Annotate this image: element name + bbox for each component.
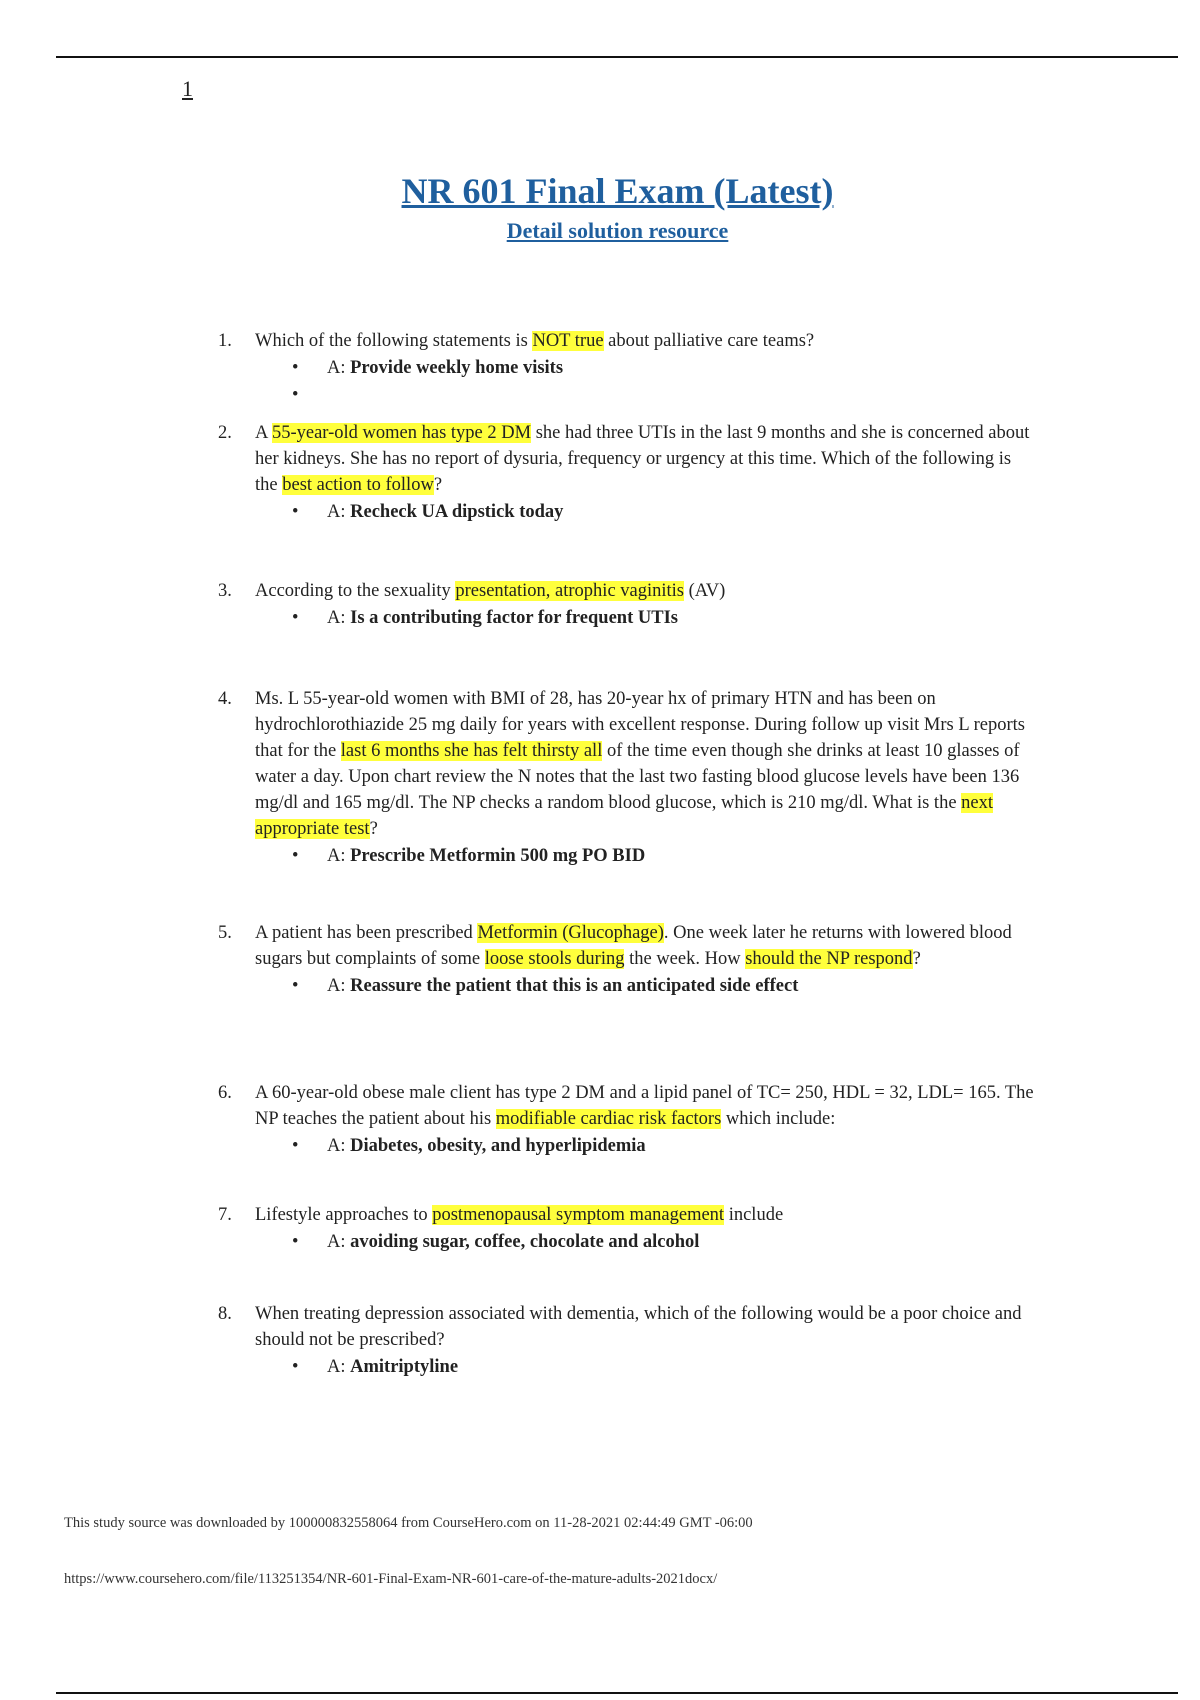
answer-text: Amitriptyline — [350, 1357, 459, 1377]
question-5 — [218, 920, 1036, 999]
question-text-segment: about palliative care teams? — [603, 331, 815, 351]
answer-prefix: A: — [327, 1136, 351, 1156]
question-text-segment: the week. How — [624, 949, 746, 969]
highlighted-text: Metformin (Glucophage) — [477, 923, 664, 943]
question-text-segment: . One week later he returns with lowered blood sugars but complaints of some — [255, 923, 1012, 969]
answer-item — [292, 355, 1036, 381]
bullet-icon: • — [292, 1357, 299, 1377]
highlighted-text: next appropriate test — [255, 793, 994, 839]
question-text — [255, 920, 1036, 972]
answer-prefix: A: — [327, 502, 351, 522]
question-text-segment: A — [255, 423, 272, 443]
highlighted-text: should the NP respond — [745, 949, 913, 969]
empty-answer-item — [292, 382, 1036, 408]
question-number: 4. — [218, 689, 232, 709]
answer-item — [292, 1133, 1036, 1159]
answer-item — [292, 605, 1036, 631]
question-text-segment: Lifestyle approaches to — [255, 1205, 433, 1225]
answer-text: Prescribe Metformin 500 mg PO BID — [350, 846, 646, 866]
bullet-icon: • — [292, 608, 299, 628]
question-number: 6. — [218, 1083, 232, 1103]
answer-prefix: A: — [327, 1357, 351, 1377]
question-text — [255, 686, 1036, 842]
question-text-segment: of the time even though she drinks at least 10 glasses of water a day. Upon chart review the N notes that the last two fasting blood glucose levels have been 136 mg/dl and 165 mg/dl. The NP checks a random blood glucose, which is 210 mg/dl. What is the — [255, 741, 1020, 813]
bullet-icon: • — [292, 358, 299, 378]
answer-text: Is a contributing factor for frequent UTIs — [350, 608, 678, 628]
bullet-icon: • — [292, 846, 299, 866]
question-number: 8. — [218, 1304, 232, 1324]
highlighted-text: NOT true — [532, 331, 604, 351]
page-number: 1 — [182, 76, 193, 101]
answer-item — [292, 499, 1036, 525]
answer-item — [292, 973, 1036, 999]
answer-prefix: A: — [327, 1232, 351, 1252]
answer-prefix: A: — [327, 358, 351, 378]
question-text — [255, 1202, 1036, 1228]
answer-text: Reassure the patient that this is an anticipated side effect — [350, 976, 799, 996]
highlighted-text: loose stools during — [484, 949, 625, 969]
answer-prefix: A: — [327, 608, 351, 628]
question-number: 5. — [218, 923, 232, 943]
answer-prefix: A: — [327, 976, 351, 996]
question-text-segment: she had three UTIs in the last 9 months and she is concerned about her kidneys. She has no report of dysuria, frequency or urgency at this time. Which of the following is the — [255, 423, 1030, 495]
answer-prefix: A: — [327, 846, 351, 866]
highlighted-text: best action to follow — [282, 475, 434, 495]
answer-item — [292, 843, 1036, 869]
question-6 — [218, 1080, 1036, 1159]
question-text-segment: (AV) — [684, 581, 726, 601]
question-text-segment: According to the sexuality — [255, 581, 456, 601]
bullet-icon: • — [292, 1232, 299, 1252]
answer-item — [292, 1354, 1036, 1380]
answer-item — [292, 1229, 1036, 1255]
question-1 — [218, 328, 1036, 408]
source-url: https://www.coursehero.com/file/113251354/NR-601-Final-Exam-NR-601-care-of-the-mature-adults-2021docx/ — [64, 1571, 718, 1587]
bullet-icon: • — [292, 976, 299, 996]
question-text — [255, 420, 1036, 498]
question-text — [255, 1301, 1036, 1353]
bullet-icon: • — [292, 502, 299, 522]
top-rule — [56, 56, 1178, 58]
question-4 — [218, 686, 1036, 869]
question-text-segment: ? — [912, 949, 921, 969]
question-number: 2. — [218, 423, 232, 443]
question-3 — [218, 578, 1036, 631]
answer-text: Provide weekly home visits — [350, 358, 564, 378]
question-number: 1. — [218, 331, 232, 351]
question-text-segment: ? — [369, 819, 378, 839]
answer-text: avoiding sugar, coffee, chocolate and alcohol — [350, 1232, 700, 1252]
bottom-rule — [56, 1692, 1178, 1694]
question-number: 3. — [218, 581, 232, 601]
question-text-segment: which include: — [721, 1109, 836, 1129]
question-text-segment: include — [724, 1205, 784, 1225]
highlighted-text: 55-year-old women has type 2 DM — [271, 423, 532, 443]
highlighted-text: postmenopausal symptom management — [432, 1205, 725, 1225]
question-text-segment: ? — [433, 475, 443, 495]
question-text-segment: Ms. L 55-year-old women with BMI of 28, has 20-year hx of primary HTN and has been on hydrochlorothiazide 25 mg daily for years with excellent response. During follow up visit Mrs L reports that for the — [255, 689, 1025, 761]
highlighted-text: modifiable cardiac risk factors — [495, 1109, 722, 1129]
question-2 — [218, 420, 1036, 525]
highlighted-text: presentation, atrophic vaginitis — [455, 581, 684, 601]
question-8 — [218, 1301, 1036, 1380]
highlighted-text: last 6 months she has felt thirsty all — [340, 741, 603, 761]
question-text-segment: Which of the following statements is — [255, 331, 533, 351]
question-text-segment: When treating depression associated with dementia, which of the following would be a poor choice and should not be prescribed? — [255, 1304, 1022, 1350]
bullet-icon: • — [292, 1136, 299, 1156]
question-text — [255, 578, 1036, 604]
download-notice: This study source was downloaded by 100000832558064 from CourseHero.com on 11-28-2021 02:44:49 GMT -06:00 — [64, 1515, 753, 1531]
question-number: 7. — [218, 1205, 232, 1225]
question-text-segment: A 60-year-old obese male client has type 2 DM and a lipid panel of TC= 250, HDL = 32, LDL= 165. The NP teaches the patient about his — [255, 1083, 1034, 1129]
answer-text: Diabetes, obesity, and hyperlipidemia — [350, 1136, 646, 1156]
question-text-segment: A patient has been prescribed — [255, 923, 478, 943]
question-7 — [218, 1202, 1036, 1255]
question-text — [255, 1080, 1036, 1132]
document-title: NR 601 Final Exam (Latest) — [401, 171, 834, 211]
bullet-icon: • — [292, 385, 299, 405]
document-subtitle: Detail solution resource — [506, 218, 729, 243]
question-text — [255, 328, 1036, 354]
answer-text: Recheck UA dipstick today — [350, 502, 564, 522]
